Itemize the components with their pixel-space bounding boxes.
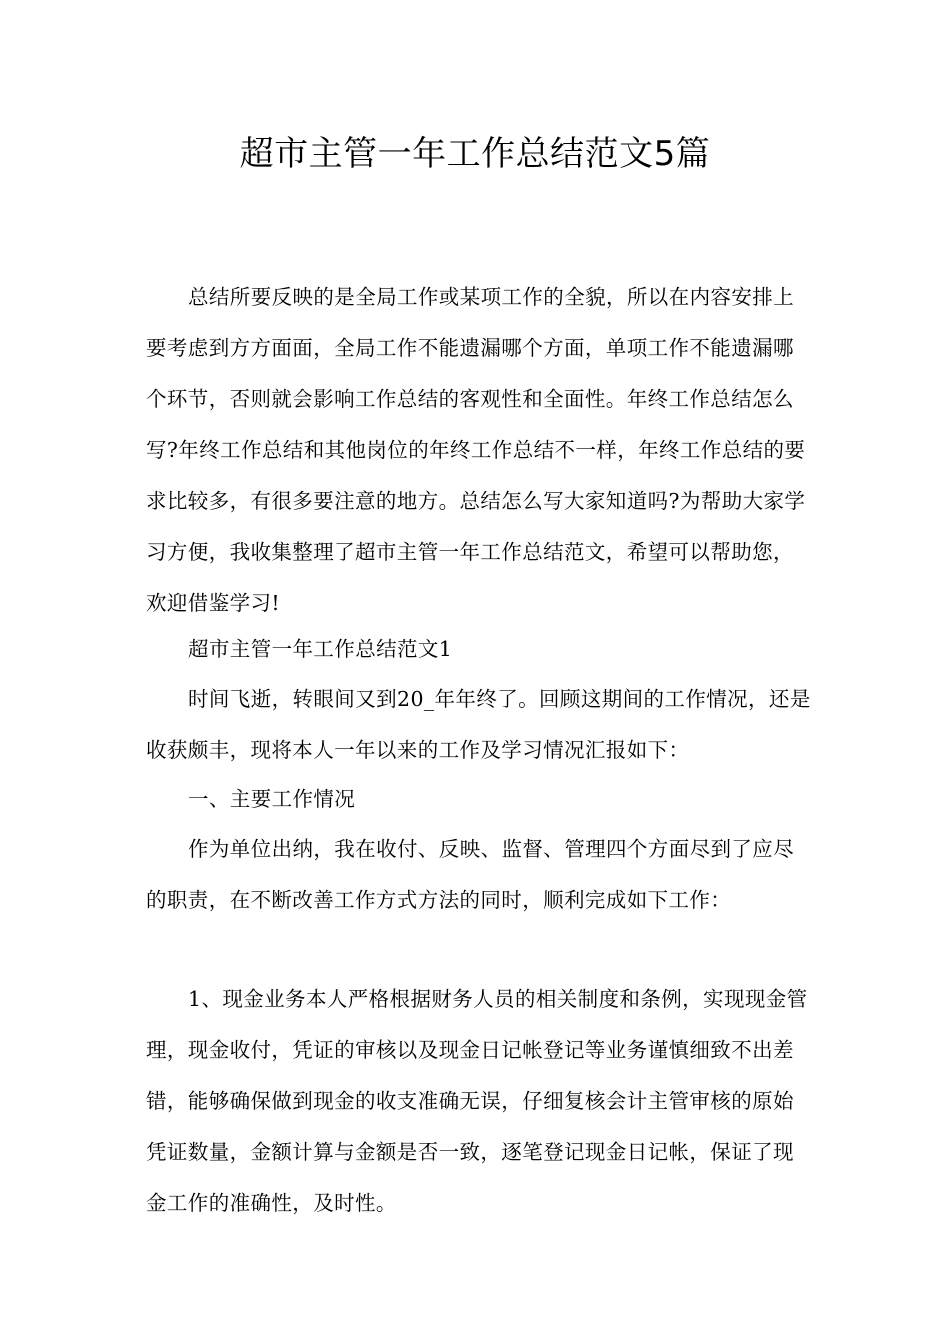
- intro-paragraph: 总结所要反映的是全局工作或某项工作的全貌，所以在内容安排上要考虑到方方面面，全局工作不能遗漏哪个方面，单项工作不能遗漏哪个环节，否则就会影响工作总结的客观性和全面性。年终工作总结怎么写?年终工作总结和其他岗位的年终工作总结不一样，年终工作总结的要求比较多，有很多要注意的地方。总结怎么写大家知道吗?为帮助大家学习方便，我收集整理了超市主管一年工作总结范文，希望可以帮助您，欢迎借鉴学习!: [146, 285, 806, 615]
- list-item-1: 1、现金业务本人严格根据财务人员的相关制度和条例，实现现金管理，现金收付，凭证的审核以及现金日记帐登记等业务谨慎细致不出差错，能够确保做到现金的收支准确无误，仔细复核会计主管审核的原始凭证数量，金额计算与金额是否一致，逐笔登记现金日记帐，保证了现金工作的准确性，及时性。: [146, 987, 808, 1215]
- section-paragraph: 时间飞逝，转眼间又到20_年年终了。回顾这期间的工作情况，还是收获颇丰，现将本人一年以来的工作及学习情况汇报如下：: [146, 687, 811, 762]
- document-title: 超市主管一年工作总结范文5篇: [239, 134, 711, 174]
- section-paragraph-2: 作为单位出纳，我在收付、反映、监督、管理四个方面尽到了应尽的职责，在不断改善工作方式方法的同时，顺利完成如下工作：: [146, 837, 795, 912]
- section-heading: 超市主管一年工作总结范文1: [188, 637, 453, 661]
- subheading: 一、主要工作情况: [188, 787, 356, 811]
